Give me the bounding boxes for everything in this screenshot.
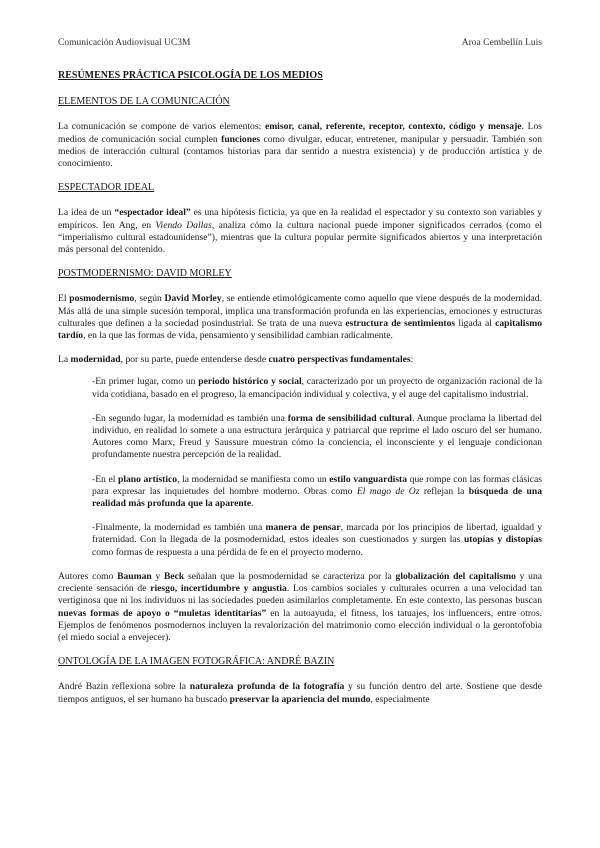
paragraph-bauman-beck: Autores como Bauman y Beck señalan que la posmodernidad se caracteriza por la globalización del capitalismo y una creciente sensación de riesgo, incertidumbre y angustia. Los cambios sociales y culturales ocurren a una velocidad tan vertiginosa que ni los individuos ni las sociedades pueden asimilarlos completamente. En este contexto, las personas buscan nuevas formas de apoyo o “muletas identitarias” en la autoayuda, el fitness, los tatuajes, los influencers, entre otros. Ejemplos de fenómenos posmodernos incluyen la revalorización del matrimonio como elección individual o la gerontofobia (el miedo social a envejecer).: [58, 570, 542, 643]
bold-text: periodo histórico y social: [198, 376, 302, 388]
bold-text: Beck: [163, 570, 185, 582]
bold-text: estilo vanguardista: [329, 473, 408, 485]
paragraph-perspectiva-3: -En el plano artístico, la modernidad se manifiesta como un estilo vanguardista que rompe con las formas clásicas para expresar las inquietudes del hombre moderno. Obras como El mago de Oz reflejan la búsqueda de una realidad más profunda que la aparente.: [92, 473, 543, 510]
paragraph-perspectiva-4: -Finalmente, la modernidad es también una manera de pensar, marcada por los principios de libertad, igualdad y fraternidad. Con la llegada de la posmodernidad, estos ideales son cuestionados y surgen las utopías y distopías como formas de respuesta a una pérdida de fe en el proyecto moderno.: [92, 522, 543, 558]
paragraph-perspectiva-2: -En segundo lugar, la modernidad es también una forma de sensibilidad cultural. Aunque proclama la libertad del individuo, en realidad lo somete a una estructura jerárquica y patriarcal que reprime el lado oscuro del ser humano. Autores como Marx, Freud y Saussure muestran cómo la conciencia, el inconsciente y el lenguaje condicionan profundamente nuestra percepción de la realidad.: [92, 412, 542, 461]
bold-text: forma de sensibilidad cultural: [287, 412, 412, 424]
bold-text: cuatro perspectivas fundamentales: [268, 354, 411, 366]
bold-text: naturaleza profunda de la fotografía: [189, 681, 345, 693]
header-course: Comunicación Audiovisual UC3M: [58, 38, 191, 48]
bold-text: modernidad: [70, 354, 121, 366]
italic-text: El mago de Oz: [356, 485, 420, 497]
bold-text: capitalismo tardío: [58, 317, 542, 342]
italic-text: Viendo Dallas: [155, 219, 212, 231]
paragraph-perspectiva-1: -En primer lugar, como un periodo histórico y social, caracterizado por un proyecto de organización racional de la vida cotidiana, basado en el progreso, la emancipación individual y colectiva, y el auge del capitalismo industrial.: [92, 376, 542, 400]
section-heading-espectador: ESPECTADOR IDEAL: [58, 182, 155, 194]
paragraph-elementos: La comunicación se compone de varios elementos: emisor, canal, referente, receptor, contexto, código y mensaje. Los medios de comunicación social cumplen funciones como divulgar, educar, entretener, manipular y persuadir. También son medios de interacción cultural (contamos historias para dar sentido a nuestra existencia) y de producción artística y de conocimiento.: [58, 121, 543, 170]
header-author: Aroa Cembellín Luis: [461, 38, 542, 48]
bold-text: David Morley: [164, 293, 222, 305]
bold-text: nuevas formas de apoyo o “muletas identitarias”: [58, 607, 267, 619]
bold-text: estructura de sentimientos: [345, 317, 456, 329]
bold-text: manera de pensar: [265, 522, 341, 534]
bold-text: “espectador ideal”: [114, 207, 191, 219]
bold-text: plano artístico: [117, 473, 178, 485]
section-heading-elementos: ELEMENTOS DE LA COMUNICACIÓN: [58, 96, 230, 108]
bold-text: búsqueda de una realidad más profunda que la aparente: [92, 485, 542, 510]
bold-text: globalización del capitalismo: [395, 570, 516, 582]
document-title: RESÚMENES PRÁCTICA PSICOLOGÍA DE LOS MEDIOS: [58, 70, 323, 81]
paragraph-posmodernismo: El posmodernismo, según David Morley, se entiende etimológicamente como aquello que viene después de la modernidad. Más allá de una simple sucesión temporal, implica una transformación profunda en las experiencias, emociones y estructuras culturales que definen a la sociedad posindustrial. Se trata de una nueva estructura de sentimientos ligada al capitalismo tardío, en la que las formas de vida, pensamiento y sensibilidad cambian radicalmente.: [58, 293, 542, 342]
paragraph-modernidad: La modernidad, por su parte, puede entenderse desde cuatro perspectivas fundamentales:: [58, 354, 414, 366]
bold-text: funciones: [221, 133, 261, 145]
bold-text: posmodernismo: [69, 293, 135, 305]
bold-text: preservar la apariencia del mundo: [229, 693, 371, 705]
bold-text: riesgo, incertidumbre y angustia: [150, 583, 287, 595]
bold-text: Bauman: [117, 570, 152, 582]
bold-text: utopías y distopías: [463, 534, 542, 546]
section-heading-postmodernismo: POSTMODERNISMO: DAVID MORLEY: [58, 268, 232, 280]
paragraph-bazin: André Bazin reflexiona sobre la naturaleza profunda de la fotografía y su función dentro del arte. Sostiene que desde tiempos antiguos, el ser humano ha buscado preservar la apariencia del mundo, especialmente: [58, 681, 542, 705]
bold-text: emisor, canal, referente, receptor, contexto, código y mensaje: [264, 121, 522, 133]
paragraph-espectador: La idea de un “espectador ideal” es una hipótesis ficticia, ya que en la realidad el espectador y su contexto son variables y empíricos. Ien Ang, en Viendo Dallas, analiza cómo la cultura nacional puede imponer significados cerrados (como el “imperialismo cultural estadounidense”), mientras que la cultura popular permite significados abiertos y una interpretación más personal del contenido.: [58, 207, 542, 256]
document-body: [58, 70, 542, 718]
section-heading-bazin: ONTOLOGÍA DE LA IMAGEN FOTOGRÁFICA: ANDRÉ BAZIN: [58, 656, 335, 668]
